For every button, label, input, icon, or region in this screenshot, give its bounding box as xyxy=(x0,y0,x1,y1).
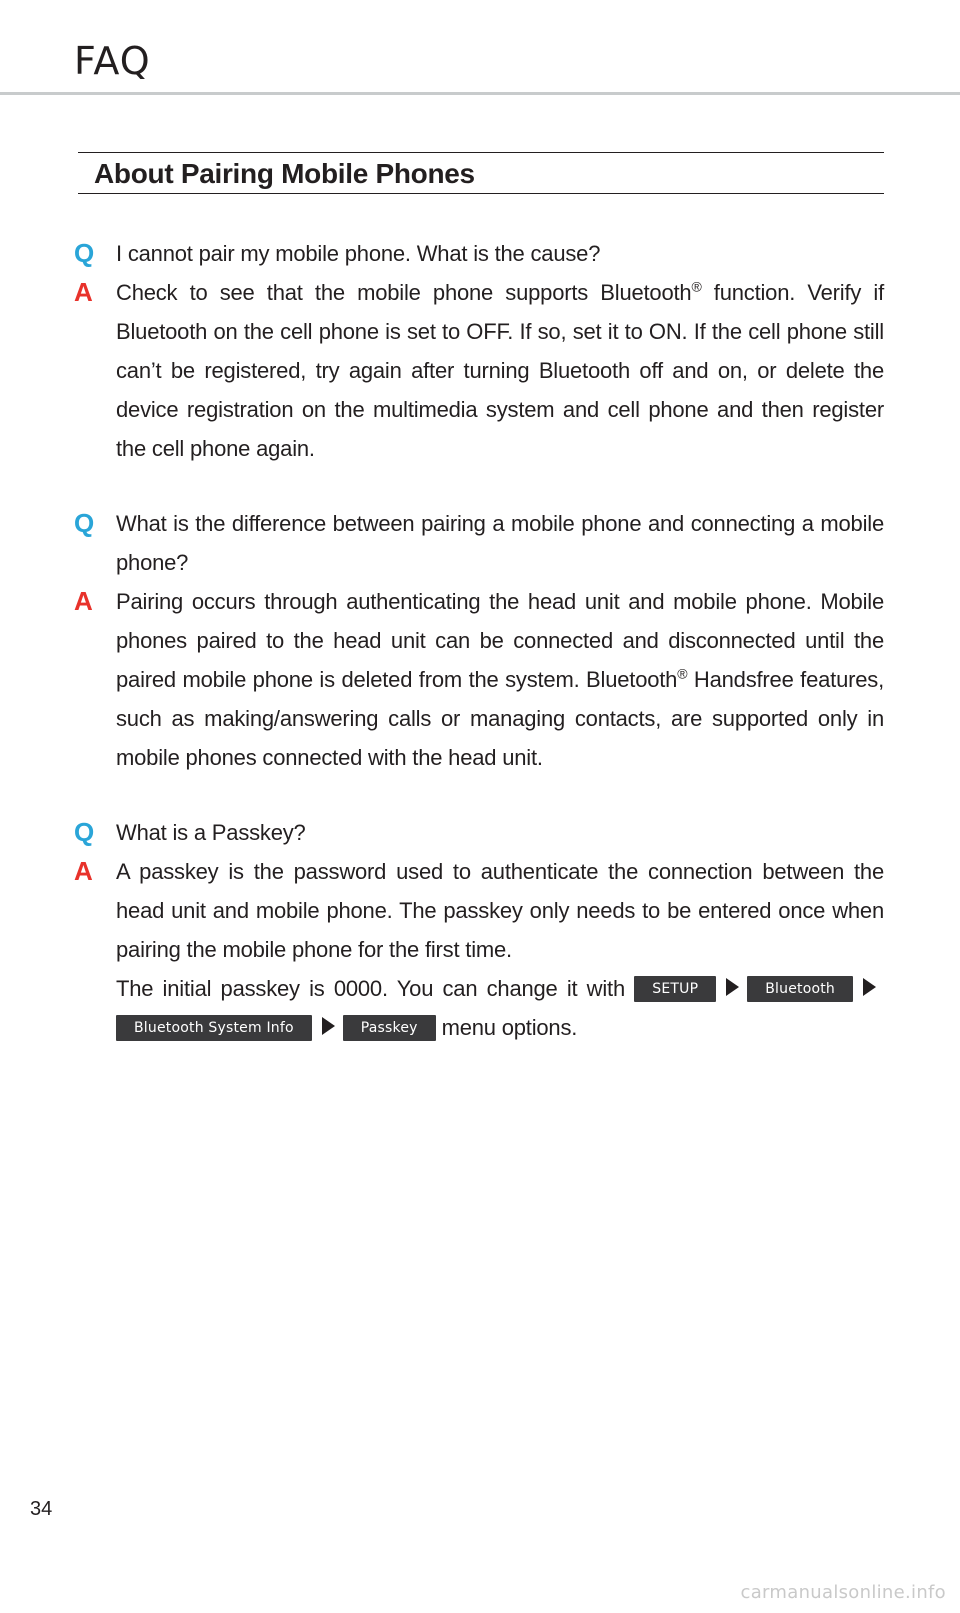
arrow-right-icon xyxy=(863,978,876,996)
answer-text-end: menu options. xyxy=(435,1015,578,1040)
menu-chip-bluetooth-system-info: Bluetooth System Info xyxy=(116,1015,312,1041)
header-rule xyxy=(0,92,960,95)
watermark: carmanualsonline.info xyxy=(740,1582,946,1603)
section-title: About Pairing Mobile Phones xyxy=(94,158,475,189)
faq-question xyxy=(74,234,884,273)
faq-answer xyxy=(74,273,884,468)
arrow-right-icon xyxy=(726,978,739,996)
answer-text: Check to see that the mobile phone supports Bluetooth xyxy=(116,280,692,305)
section-heading xyxy=(78,152,884,194)
registered-mark: ® xyxy=(691,278,702,295)
answer-mark: A xyxy=(74,277,93,307)
answer-text-continued: The initial passkey is 0000. You can change it with xyxy=(116,976,635,1001)
faq-item xyxy=(74,813,884,1047)
registered-mark: ® xyxy=(677,665,688,682)
faq-item xyxy=(74,504,884,777)
question-text: I cannot pair my mobile phone. What is the cause? xyxy=(116,241,601,266)
question-mark: Q xyxy=(74,238,95,268)
answer-mark: A xyxy=(74,856,93,886)
question-text: What is the difference between pairing a mobile phone and connecting a mobile phone? xyxy=(116,511,884,575)
faq-answer xyxy=(74,852,884,1047)
faq-list xyxy=(74,234,884,1083)
answer-text-continued: Handsfree features, such as making/answering calls or managing contacts, are supported only in mobile phones connected with the head unit. xyxy=(116,667,884,770)
header-title: FAQ xyxy=(74,39,151,83)
answer-mark: A xyxy=(74,586,93,616)
arrow-right-icon xyxy=(322,1017,335,1035)
faq-question xyxy=(74,813,884,852)
faq-item xyxy=(74,234,884,468)
page-number: 34 xyxy=(30,1498,53,1520)
menu-chip-bluetooth: Bluetooth xyxy=(747,976,853,1002)
menu-chip-setup: SETUP xyxy=(634,976,716,1002)
answer-text: A passkey is the password used to authenticate the connection between the head unit and mobile phone. The passkey only needs to be entered once when pairing the mobile phone for the first time. xyxy=(116,859,884,962)
answer-text: Pairing occurs through authenticating the head unit and mobile phone. Mobile phones paired to the head unit can be connected and disconnected until the paired mobile phone is deleted from the system. Bluetooth xyxy=(116,589,884,692)
faq-question xyxy=(74,504,884,582)
question-text: What is a Passkey? xyxy=(116,820,306,845)
menu-chip-passkey: Passkey xyxy=(343,1015,436,1041)
faq-answer xyxy=(74,582,884,777)
answer-text-continued: function. Verify if Bluetooth on the cell phone is set to OFF. If so, set it to ON. If the cell phone still can’t be registered, try again after turning Bluetooth off and on, or delete the device registration on the multimedia system and cell phone and then register the cell phone again. xyxy=(116,280,884,461)
question-mark: Q xyxy=(74,817,95,847)
question-mark: Q xyxy=(74,508,95,538)
page-header xyxy=(0,0,960,100)
